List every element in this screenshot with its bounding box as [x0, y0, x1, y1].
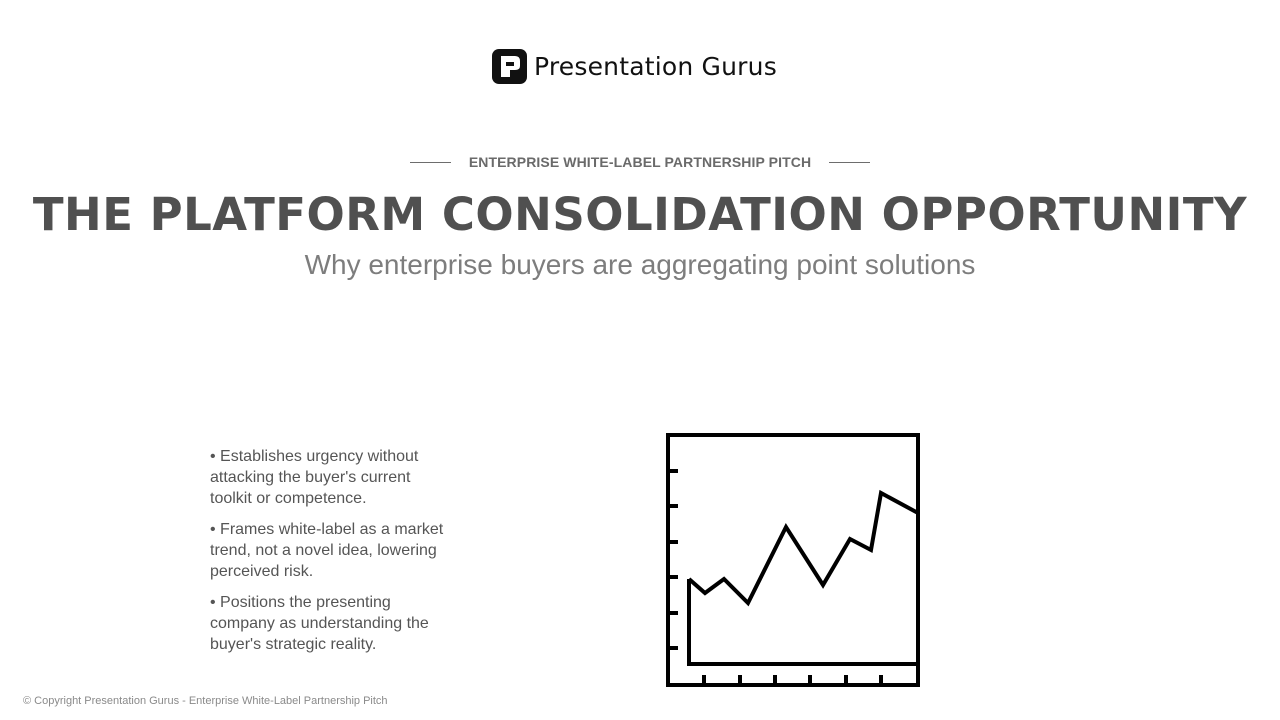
eyebrow	[0, 152, 1280, 172]
footer-copyright: © Copyright Presentation Gurus - Enterprise White-Label Partnership Pitch	[23, 695, 388, 707]
bullet-item: • Positions the presenting company as understanding the buyer's strategic reality.	[210, 594, 429, 653]
brand-name: Presentation Gurus	[534, 51, 777, 81]
slide-subtitle: Why enterprise buyers are aggregating point solutions	[304, 249, 976, 280]
eyebrow-text: ENTERPRISE WHITE-LABEL PARTNERSHIP PITCH	[468, 154, 812, 170]
presentation-gurus-logo-icon	[492, 49, 527, 84]
brand-logo	[492, 47, 777, 85]
bullet-item: • Frames white-label as a market trend, not a novel idea, lowering perceived risk.	[210, 521, 444, 580]
eyebrow-right-rule	[829, 162, 870, 163]
eyebrow-left-rule	[410, 162, 451, 163]
bullet-list	[210, 446, 455, 665]
bullet-item: • Establishes urgency without attacking the buyer's current toolkit or competence.	[210, 448, 419, 507]
line-chart-icon	[666, 433, 920, 687]
slide-title: THE PLATFORM CONSOLIDATION OPPORTUNITY	[32, 188, 1248, 241]
